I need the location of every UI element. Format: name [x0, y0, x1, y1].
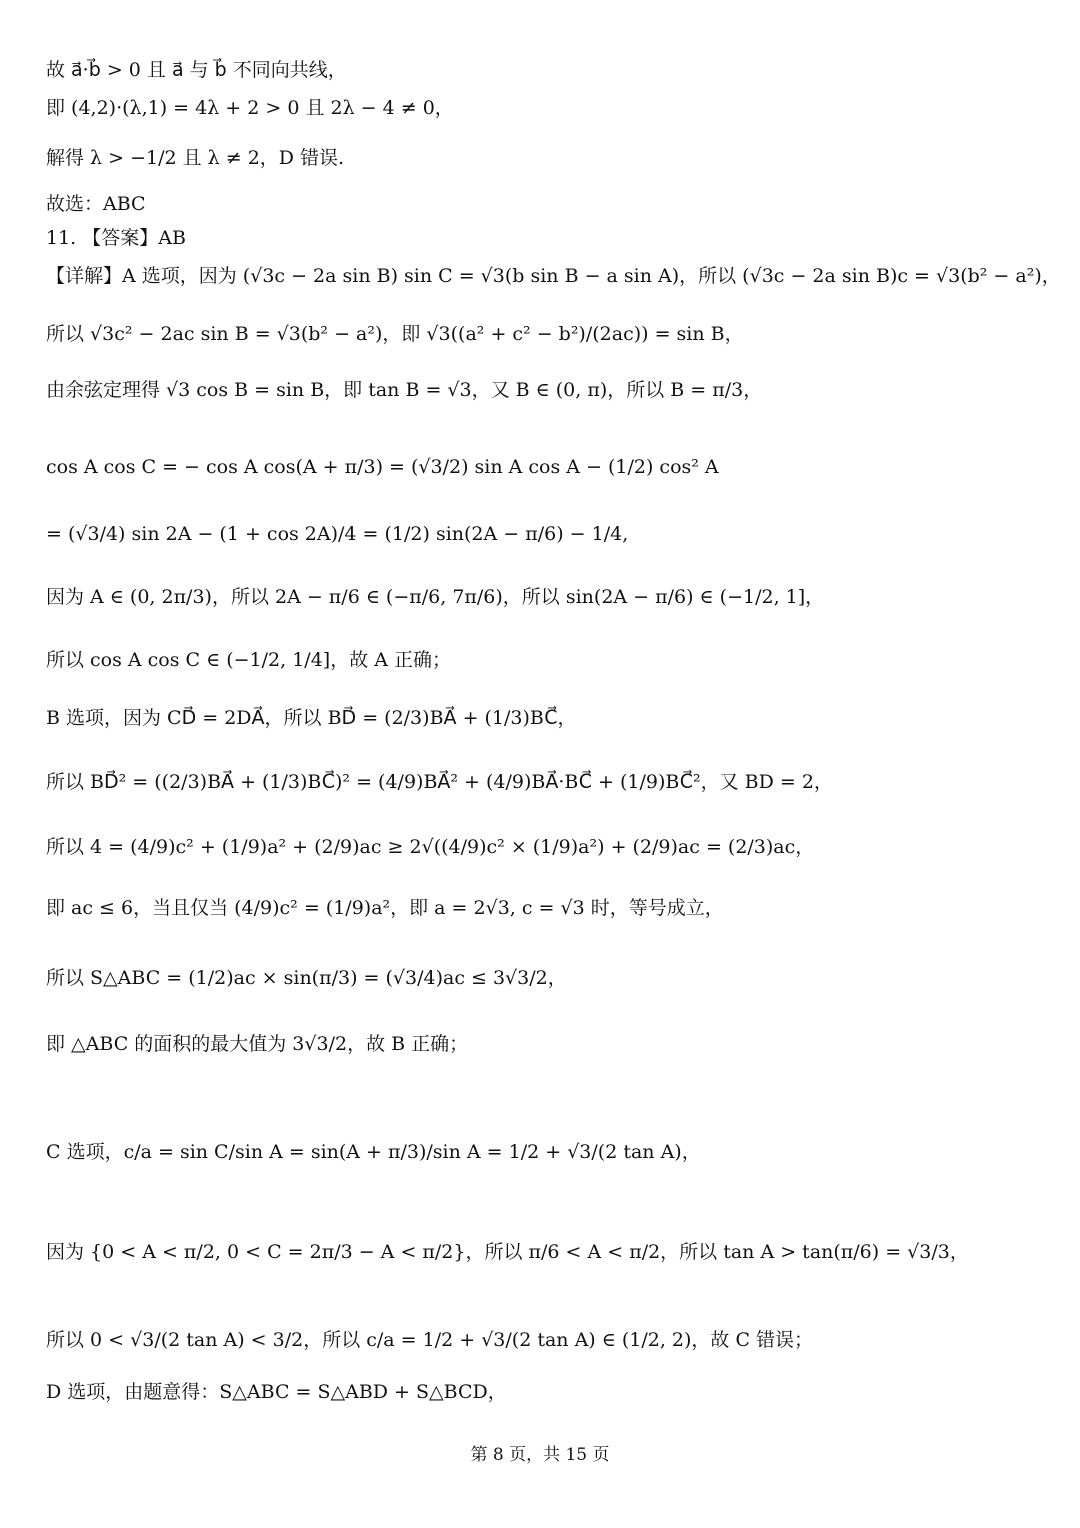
text-line: B 选项，因为 CD⃗ = 2DA⃗，所以 BD⃗ = (2/3)BA⃗ + (1/3)BC⃗，: [46, 707, 577, 729]
text-line: 因为 {0 < A < π/2, 0 < C = 2π/3 − A < π/2}，所以 π/6 < A < π/2，所以 tan A > tan(π/6) = √3/3，: [46, 1241, 969, 1263]
text-line: cos A cos C = − cos A cos(A + π/3) = (√3/2) sin A cos A − (1/2) cos² A: [46, 456, 719, 478]
page-footer: 第 8 页，共 15 页: [470, 1445, 610, 1465]
text-line: 解得 λ > −1/2 且 λ ≠ 2，D 错误.: [46, 147, 345, 169]
text-line: = (√3/4) sin 2A − (1 + cos 2A)/4 = (1/2) sin(2A − π/6) − 1/4,: [46, 523, 629, 545]
text-line: 所以 cos A cos C ∈ (−1/2, 1/4]，故 A 正确；: [46, 649, 452, 671]
answer-heading: 11. 【答案】AB: [46, 227, 186, 249]
text-line: 【详解】A 选项，因为 (√3c − 2a sin B) sin C = √3(b sin B − a sin A)，所以 (√3c − 2a sin B)c = √3(b² − a²)，: [46, 265, 1061, 287]
text-line: 故选：ABC: [46, 193, 146, 215]
text-line: 所以 4 = (4/9)c² + (1/9)a² + (2/9)ac ≥ 2√((4/9)c² × (1/9)a²) + (2/9)ac = (2/3)ac，: [46, 836, 815, 858]
text-line: 即 △ABC 的面积的最大值为 3√3/2，故 B 正确；: [46, 1033, 469, 1055]
text-line: 所以 S△ABC = (1/2)ac × sin(π/3) = (√3/4)ac ≤ 3√3/2，: [46, 967, 567, 989]
text-line: 所以 BD⃗² = ((2/3)BA⃗ + (1/3)BC⃗)² = (4/9)BA⃗² + (4/9)BA⃗·BC⃗ + (1/9)BC⃗²，又 BD = 2，: [46, 771, 833, 793]
text-line: 因为 A ∈ (0, 2π/3)，所以 2A − π/6 ∈ (−π/6, 7π/6)，所以 sin(2A − π/6) ∈ (−1/2, 1]，: [46, 586, 825, 608]
text-line: C 选项，c/a = sin C/sin A = sin(A + π/3)/sin A = 1/2 + √3/(2 tan A)，: [46, 1141, 701, 1163]
text-line: 即 (4,2)·(λ,1) = 4λ + 2 > 0 且 2λ − 4 ≠ 0，: [46, 97, 454, 119]
text-line: 故 a⃗·b⃗ > 0 且 a⃗ 与 b⃗ 不同向共线，: [46, 59, 347, 81]
text-line: 所以 0 < √3/(2 tan A) < 3/2，所以 c/a = 1/2 + √3/(2 tan A) ∈ (1/2, 2)，故 C 错误；: [46, 1329, 814, 1351]
text-line: 由余弦定理得 √3 cos B = sin B，即 tan B = √3，又 B ∈ (0, π)，所以 B = π/3，: [46, 379, 763, 401]
text-line: D 选项，由题意得：S△ABC = S△ABD + S△BCD，: [46, 1381, 507, 1403]
text-line: 即 ac ≤ 6，当且仅当 (4/9)c² = (1/9)a²，即 a = 2√3, c = √3 时，等号成立，: [46, 897, 724, 919]
text-line: 所以 √3c² − 2ac sin B = √3(b² − a²)，即 √3((a² + c² − b²)/(2ac)) = sin B，: [46, 323, 744, 345]
